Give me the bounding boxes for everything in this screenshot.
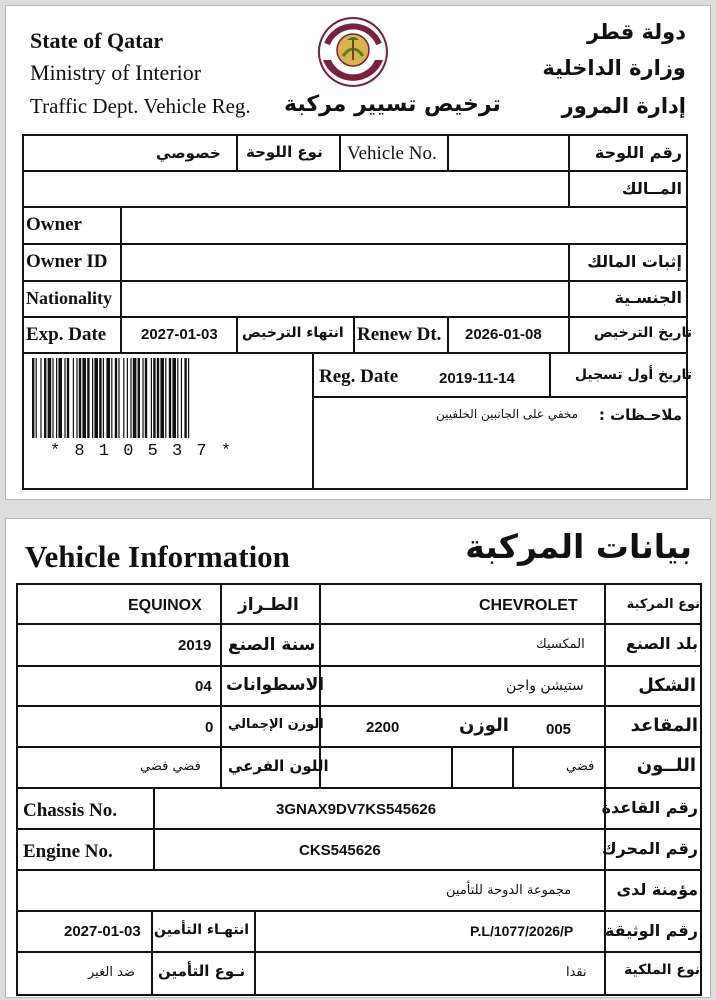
seats-value: 005 xyxy=(546,721,572,738)
plate-no-label-ar: رقم اللوحة xyxy=(594,143,682,162)
reg-date-value: 2019-11-14 xyxy=(439,370,515,387)
body-shape-label: الشكل xyxy=(638,675,696,696)
model-value: EQUINOX xyxy=(128,597,202,614)
cylinders-label: الاسطوانات xyxy=(226,675,325,695)
exp-date-label-ar: انتهاء الترخيص xyxy=(242,325,344,341)
policy-number-value: P.L/1077/2026/P xyxy=(470,923,574,939)
ownership-type-label: نوع الملكية xyxy=(624,962,700,978)
reg-date-label: Reg. Date xyxy=(319,366,399,387)
vehicle-information-card xyxy=(5,518,711,998)
owner-id-label-ar: إثبات المالك xyxy=(587,252,682,271)
chassis-label: Chassis No. xyxy=(23,800,117,821)
barcode xyxy=(30,358,300,440)
remarks-value: مخفي على الجانبين الخلفيين xyxy=(436,407,579,421)
registration-card-front xyxy=(5,5,711,500)
permit-title-ar: ترخيص تسيير مركبة xyxy=(284,92,501,117)
vehicle-info-title-ar: بيانات المركبة xyxy=(465,527,692,566)
reg-date-label-ar: تاريخ أول تسجيل xyxy=(574,367,692,383)
renew-date-label: Renew Dt. xyxy=(357,324,442,345)
ownership-type-value: نقدا xyxy=(566,965,587,980)
remarks-label: ملاحـظات : xyxy=(598,406,682,424)
make-value: CHEVROLET xyxy=(479,597,578,614)
gross-weight-value: 0 xyxy=(205,719,214,736)
plate-type-value: خصوصي xyxy=(156,144,221,162)
nationality-label: Nationality xyxy=(26,288,113,308)
color-label: اللــون xyxy=(636,755,696,776)
vehicle-info-title-en: Vehicle Information xyxy=(25,539,290,574)
traffic-dept-title-ar: إدارة المرور xyxy=(561,94,686,118)
year-value: 2019 xyxy=(178,637,212,654)
year-label: سنة الصنع xyxy=(228,635,316,655)
owner-label-ar: المــالك xyxy=(621,179,682,198)
owner-label: Owner xyxy=(26,214,82,235)
owner-id-label: Owner ID xyxy=(26,251,108,272)
engine-value: CKS545626 xyxy=(299,842,381,859)
color-value: فضي xyxy=(566,759,595,774)
chassis-label-ar: رقم القاعدة xyxy=(601,798,698,817)
plate-type-label: نوع اللوحة xyxy=(246,143,323,161)
exp-date-value: 2027-01-03 xyxy=(141,326,218,343)
ministry-title-ar: وزارة الداخلية xyxy=(542,56,686,80)
make-label: نوع المركبة xyxy=(626,597,700,612)
cylinders-value: 04 xyxy=(195,678,212,695)
body-shape-value: ستيشن واجن xyxy=(506,678,584,694)
sub-color-value: فضي فضي xyxy=(140,759,201,774)
renew-date-label-ar: تاريخ الترخيص xyxy=(593,325,692,341)
insurer-value: مجموعة الدوحة للتأمين xyxy=(446,883,572,898)
vehicle-no-label: Vehicle No. xyxy=(347,143,437,164)
engine-label-ar: رقم المحرك xyxy=(601,839,698,858)
chassis-value: 3GNAX9DV7KS545626 xyxy=(276,801,437,818)
state-title-ar: دولة قطر xyxy=(586,20,686,44)
qatar-moi-logo xyxy=(313,12,393,96)
dept-title-en: Traffic Dept. Vehicle Reg. xyxy=(30,94,251,118)
exp-date-label: Exp. Date xyxy=(26,324,107,345)
country-label: بلد الصنع xyxy=(625,634,698,653)
insurance-type-label: نـوع التأمين xyxy=(158,962,246,980)
weight-label: الوزن xyxy=(459,715,509,736)
weight-value: 2200 xyxy=(366,719,400,736)
state-title-en: State of Qatar xyxy=(30,28,164,53)
insurer-label: مؤمنة لدى xyxy=(616,880,698,899)
sub-color-label: اللون الفرعي xyxy=(228,757,329,775)
renew-date-value: 2026-01-08 xyxy=(465,326,542,343)
seats-label: المقاعد xyxy=(630,715,698,736)
country-value: المكسيك xyxy=(536,637,585,652)
gross-weight-label: الوزن الإجمالي xyxy=(228,717,324,732)
model-label: الطـراز xyxy=(238,595,299,615)
barcode-number: * 8 1 0 5 3 7 * xyxy=(50,442,234,461)
ministry-title-en: Ministry of Interior xyxy=(30,60,202,85)
policy-number-label: رقم الوثيقة xyxy=(604,921,698,940)
insurance-expiry-value: 2027-01-03 xyxy=(64,923,141,940)
insurance-expiry-label: انتهـاء التأمين xyxy=(154,922,250,938)
nationality-label-ar: الجنسـية xyxy=(614,288,682,307)
engine-label: Engine No. xyxy=(23,841,113,862)
insurance-type-value: ضد الغير xyxy=(88,965,135,980)
